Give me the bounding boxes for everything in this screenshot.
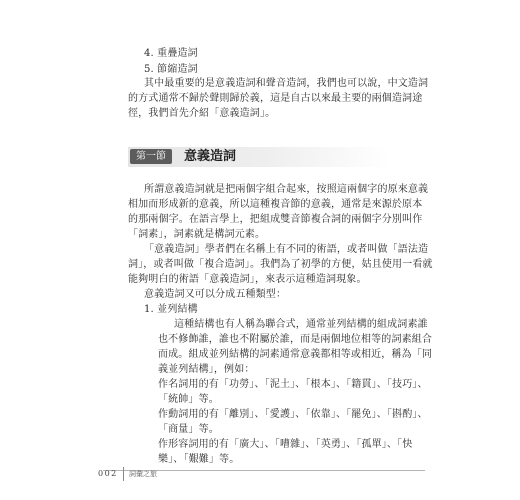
text-line: 意義造詞又可以分成五種類型： [144, 289, 287, 300]
page-number: 002 [98, 469, 118, 478]
text-line: 徑，我們首先介紹「意義造詞」。 [128, 108, 276, 119]
text-line: 相加而形成新的意義，所以這種複音節的意義，通常是來源於原本 [128, 199, 423, 210]
text-line: 「統帥」等。 [158, 394, 219, 405]
text-line: 5. 節縮造詞 [144, 64, 198, 75]
text-line: 「意義造詞」學者們在名稱上有不同的術語，或者叫做「語法造 [144, 244, 429, 255]
text-line: 作動詞用的有「離別」、「愛護」、「依靠」、「罷免」、「斟酌」、 [158, 409, 428, 420]
text-line: 作名詞用的有「功勞」、「泥土」、「根本」、「籍貫」、「技巧」、 [158, 379, 428, 390]
text-line: 所謂意義造詞就是把兩個字組合起來，按照這兩個字的原來意義 [144, 184, 429, 195]
text-line: 能夠明白的術語「意義造詞」，來表示這種造詞現象。 [128, 274, 367, 285]
text-line: 4. 重疊造詞 [144, 48, 198, 59]
text-line: 「商量」等。 [158, 424, 219, 435]
footer-divider [123, 467, 124, 481]
text-line: 樂」、「艱難」等。 [158, 454, 240, 465]
text-line: 的方式通常不歸於聲則歸於義，這是自古以來最主要的兩個造詞途 [128, 93, 423, 104]
text-line: 詞」，或者叫做「複合造詞」。我們為了初學的方便，姑且使用一看就 [128, 259, 433, 270]
section-number-badge: 第一節 [130, 149, 172, 164]
text-line: 的那兩個字。在語言學上，把組成雙音節複合詞的兩個字分別叫作 [128, 214, 423, 225]
text-line: 其中最重要的是意義造詞和聲音造詞，我們也可以說，中文造詞 [144, 78, 429, 89]
running-head: 詞彙之旅 [129, 470, 157, 478]
text-line: 「詞素」，詞素就是構詞元素。 [128, 229, 266, 240]
text-line: 也不修飾誰，誰也不附屬於誰，而是兩個地位相等的詞素組合 [158, 334, 433, 345]
text-line: 這種結構也有人稱為聯合式，通常並列結構的組成詞素誰 [174, 319, 428, 330]
text-line: 1. 並列結構 [144, 304, 198, 315]
text-line: 作形容詞用的有「廣大」、「嘈雜」、「英勇」、「孤單」、「快 [158, 439, 413, 450]
text-line: 義並列結構」，例如： [158, 364, 255, 375]
section-heading [128, 147, 390, 167]
text-line: 而成。組成並列結構的詞素通常意義都相等或相近，稱為「同 [158, 349, 433, 360]
section-title: 意義造詞 [184, 149, 237, 164]
